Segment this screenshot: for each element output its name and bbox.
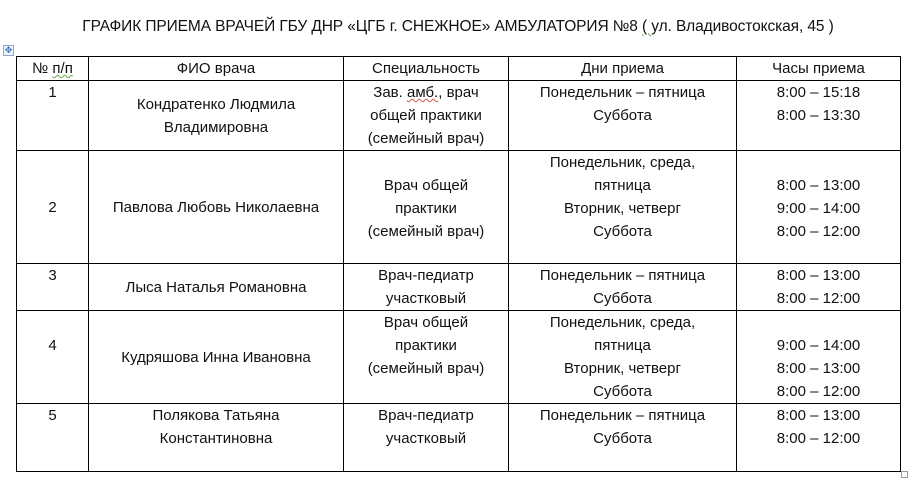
table-resize-handle-icon[interactable] xyxy=(901,471,908,478)
specialty-line: Врач-педиатр xyxy=(378,267,474,284)
cell-specialty xyxy=(344,404,509,472)
schedule-table xyxy=(16,56,901,472)
cell-days xyxy=(509,264,737,311)
doctor-name-line: Кондратенко Людмила xyxy=(136,95,296,113)
specialty-line: практики xyxy=(395,200,457,217)
row-number: 4 xyxy=(48,337,57,354)
hours-line: 9:00 – 14:00 xyxy=(776,337,861,354)
header-num-prefix: № xyxy=(32,60,53,77)
title-grammar-mark: ( xyxy=(642,18,652,35)
days-line: пятница xyxy=(594,337,651,354)
table-row xyxy=(17,311,901,404)
header-num-marked: п/п xyxy=(52,60,73,77)
doctor-name-line: Владимировна xyxy=(163,118,269,136)
specialty-line: Врач общей xyxy=(383,177,469,194)
cell-num xyxy=(17,404,89,472)
specialty-text: , врач xyxy=(438,84,479,101)
cell-name xyxy=(89,151,344,264)
days-line: Понедельник – пятница xyxy=(539,267,706,284)
specialty-line: (семейный врач) xyxy=(367,130,485,147)
header-hours: Часы приема xyxy=(737,57,901,81)
cell-hours xyxy=(737,264,901,311)
spelling-mark: амб. xyxy=(406,84,439,101)
specialty-line: Врач-педиатр xyxy=(378,407,474,424)
days-line: Понедельник – пятница xyxy=(539,84,706,101)
cell-days xyxy=(509,311,737,404)
cell-hours xyxy=(737,81,901,151)
cell-days xyxy=(509,404,737,472)
cell-specialty xyxy=(344,264,509,311)
doctor-name-line: Полякова Татьяна xyxy=(152,407,280,424)
cell-num xyxy=(17,264,89,311)
specialty-line: Врач общей xyxy=(383,314,469,331)
table-header-row xyxy=(17,57,901,81)
cell-days xyxy=(509,151,737,264)
row-number: 2 xyxy=(48,198,57,216)
cell-days xyxy=(509,81,737,151)
hours-line: 9:00 – 14:00 xyxy=(776,200,861,217)
hours-line: 8:00 – 13:00 xyxy=(776,407,861,424)
row-number: 1 xyxy=(48,84,57,101)
days-line: Понедельник, среда, xyxy=(549,154,696,171)
specialty-line: участковый xyxy=(385,290,467,307)
title-part-1: ГРАФИК ПРИЕМА ВРАЧЕЙ ГБУ ДНР «ЦГБ г. СНЕЖНОЕ» АМБУЛАТОРИЯ №8 xyxy=(82,18,642,35)
specialty-text: Зав. xyxy=(373,84,407,101)
cell-specialty xyxy=(344,81,509,151)
table-row xyxy=(17,264,901,311)
specialty-line: участковый xyxy=(385,430,467,447)
cell-specialty xyxy=(344,151,509,264)
table-row xyxy=(17,81,901,151)
table-row xyxy=(17,404,901,472)
table-move-handle-icon[interactable]: ✥ xyxy=(4,45,13,55)
days-line: Понедельник – пятница xyxy=(539,407,706,424)
cell-num xyxy=(17,311,89,404)
hours-line: 8:00 – 12:00 xyxy=(776,223,861,240)
days-line: Суббота xyxy=(593,290,652,307)
header-days: Дни приема xyxy=(509,57,737,81)
hours-line: 8:00 – 12:00 xyxy=(776,383,861,400)
hours-line: 8:00 – 15:18 xyxy=(776,84,861,101)
table-row xyxy=(17,151,901,264)
hours-line: 8:00 – 13:00 xyxy=(776,177,861,194)
cell-num xyxy=(17,151,89,264)
days-line: Вторник, четверг xyxy=(564,200,681,217)
days-line: Понедельник, среда, xyxy=(549,314,696,331)
document-title xyxy=(0,18,916,36)
cell-hours xyxy=(737,151,901,264)
cell-num xyxy=(17,81,89,151)
cell-name xyxy=(89,404,344,472)
hours-line: 8:00 – 13:00 xyxy=(776,267,861,284)
cell-hours xyxy=(737,404,901,472)
hours-line: 8:00 – 12:00 xyxy=(776,290,861,307)
specialty-line: практики xyxy=(395,337,457,354)
doctor-name-line: Лыса Наталья Романовна xyxy=(125,278,307,296)
cell-name xyxy=(89,264,344,311)
header-name: ФИО врача xyxy=(89,57,344,81)
hours-line: 8:00 – 12:00 xyxy=(776,430,861,447)
hours-line: 8:00 – 13:30 xyxy=(776,107,861,124)
days-line: Вторник, четверг xyxy=(564,360,681,377)
cell-name xyxy=(89,81,344,151)
days-line: Суббота xyxy=(593,430,652,447)
title-part-2: ул. Владивостокская, 45 ) xyxy=(651,18,834,35)
days-line: Суббота xyxy=(593,107,652,124)
cell-specialty xyxy=(344,311,509,404)
days-line: Суббота xyxy=(593,383,652,400)
hours-line: 8:00 – 13:00 xyxy=(776,360,861,377)
doctor-name-line: Павлова Любовь Николаевна xyxy=(112,198,320,216)
doctor-name-line: Кудряшова Инна Ивановна xyxy=(121,348,311,366)
days-line: Суббота xyxy=(593,223,652,240)
days-line: пятница xyxy=(594,177,651,194)
specialty-line: (семейный врач) xyxy=(367,223,485,240)
specialty-line: (семейный врач) xyxy=(367,360,485,377)
row-number: 5 xyxy=(48,407,57,424)
row-number: 3 xyxy=(48,267,57,284)
header-num xyxy=(17,57,89,81)
doctor-name-line: Константиновна xyxy=(159,430,273,447)
specialty-line: общей практики xyxy=(370,107,482,124)
cell-name xyxy=(89,311,344,404)
specialty-line xyxy=(346,81,506,104)
header-specialty: Специальность xyxy=(344,57,509,81)
cell-hours xyxy=(737,311,901,404)
